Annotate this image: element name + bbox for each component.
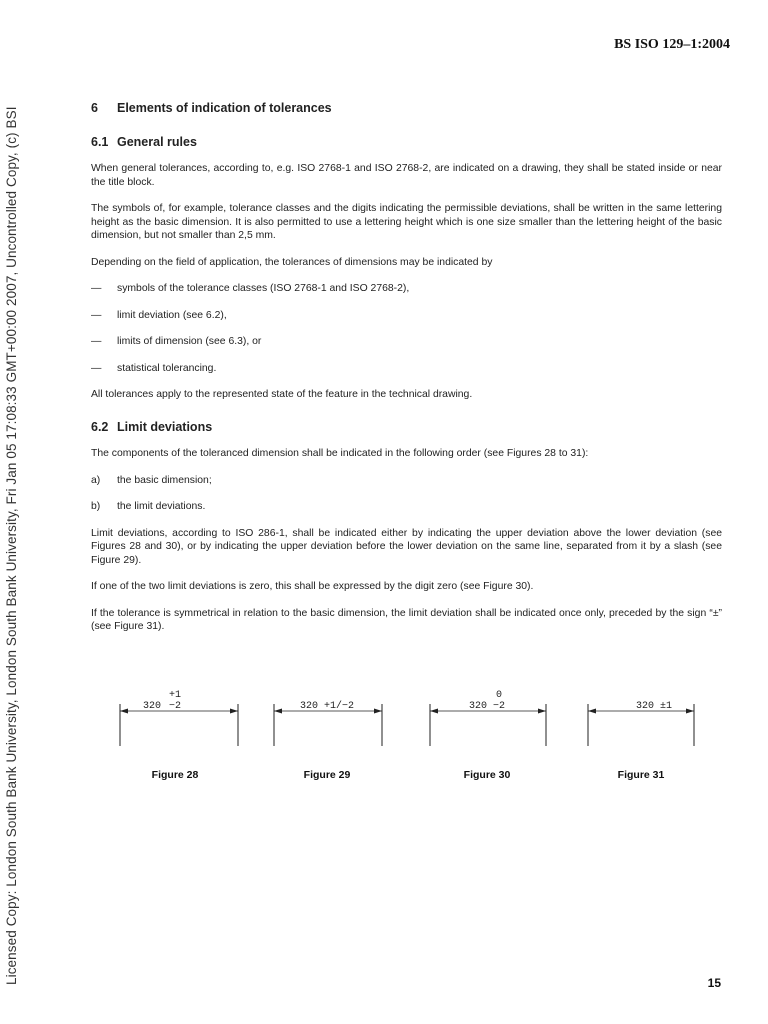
figure-caption: Figure 31 [617,769,665,781]
dash-marker: — [91,362,102,374]
figure-caption: Figure 28 [151,769,199,781]
dash-marker: — [91,336,102,347]
list-item [91,282,722,296]
list-item [91,362,722,376]
list-item [91,309,722,323]
page-number: 15 [707,976,721,990]
figure-29 [270,686,400,786]
subsection-heading-general-rules [91,136,722,150]
dimension-drawing [430,686,560,756]
figures-row [100,686,730,786]
list-item [91,474,722,488]
dimension-drawing [270,686,400,756]
paragraph: The symbols of, for example, tolerance classes and the digits indicating the permissible deviations, shall be written in the same lettering height as the basic dimension. It is also permitted to use a lettering height which is one size smaller than the lettering height of the basic dimension, but not smaller than 2,5 mm. [91,203,722,241]
lower-deviation: −2 [169,701,182,712]
standard-reference: BS ISO 129–1:2004 [614,37,730,52]
licensed-copy-watermark: Licensed Copy: London South Bank University, London South Bank University, Fri Jan 05 17:08:33 GMT+00:00 2007, Uncontrolled Copy, (c) BSI [4,106,19,985]
list-item-text: limit deviation (see 6.2), [117,309,227,321]
figure-28 [110,686,240,786]
subsection-number: 6.1 [91,134,109,149]
paragraph: If one of the two limit deviations is zero, this shall be expressed by the digit zero (see Figure 30). [91,581,534,592]
list-item-text: symbols of the tolerance classes (ISO 2768-1 and ISO 2768-2), [117,283,410,294]
dash-marker: — [91,283,102,294]
paragraph: When general tolerances, according to, e.g. ISO 2768-1 and ISO 2768-2, are indicated on a drawing, they shall be stated inside or near the title block. [91,163,722,188]
toleranced-dimension: 320 +1/−2 [300,701,355,712]
list-item-text: statistical tolerancing. [117,362,217,374]
document-body [91,102,722,647]
dimension-drawing [110,686,240,756]
list-item [91,500,722,514]
paragraph: All tolerances apply to the represented state of the feature in the technical drawing. [91,389,473,400]
toleranced-dimension: 320 ±1 [636,701,673,712]
list-item-text: limits of dimension (see 6.3), or [117,336,262,347]
paragraph: Depending on the field of application, the tolerances of dimensions may be indicated by [91,256,493,268]
subsection-title: Limit deviations [117,419,213,434]
basic-dimension: 320 [469,701,488,712]
subsection-heading-limit-deviations [91,421,722,435]
figure-31 [588,686,718,786]
list-item [91,335,722,349]
paragraph: Limit deviations, according to ISO 286-1, shall be indicated either by indicating the upper deviation above the lower deviation (see Figures 28 and 30), or by indicating the upper deviation before the lower deviation on the same line, separated from it by a slash (see Figure 29). [91,527,722,566]
list-marker: a) [91,474,101,486]
section-number: 6 [91,101,98,115]
list-item-text: the limit deviations. [117,501,206,512]
dimension-drawing [588,686,718,756]
paragraph: If the tolerance is symmetrical in relation to the basic dimension, the limit deviation shall be indicated once only, preceded by the sign “±” (see Figure 31). [91,607,722,632]
upper-deviation: 0 [496,690,503,701]
subsection-number: 6.2 [91,419,109,434]
dash-marker: — [91,309,102,321]
basic-dimension: 320 [143,701,162,712]
figure-caption: Figure 30 [463,769,511,781]
list-item-text: the basic dimension; [117,474,212,486]
list-marker: b) [91,501,101,512]
section-title: Elements of indication of tolerances [117,101,332,115]
figure-30 [430,686,560,786]
subsection-title: General rules [117,134,197,149]
figure-caption: Figure 29 [303,769,351,781]
upper-deviation: +1 [169,690,182,701]
lower-deviation: −2 [493,701,506,712]
section-heading [91,102,722,116]
paragraph: The components of the toleranced dimension shall be indicated in the following order (see Figures 28 to 31): [91,448,589,459]
